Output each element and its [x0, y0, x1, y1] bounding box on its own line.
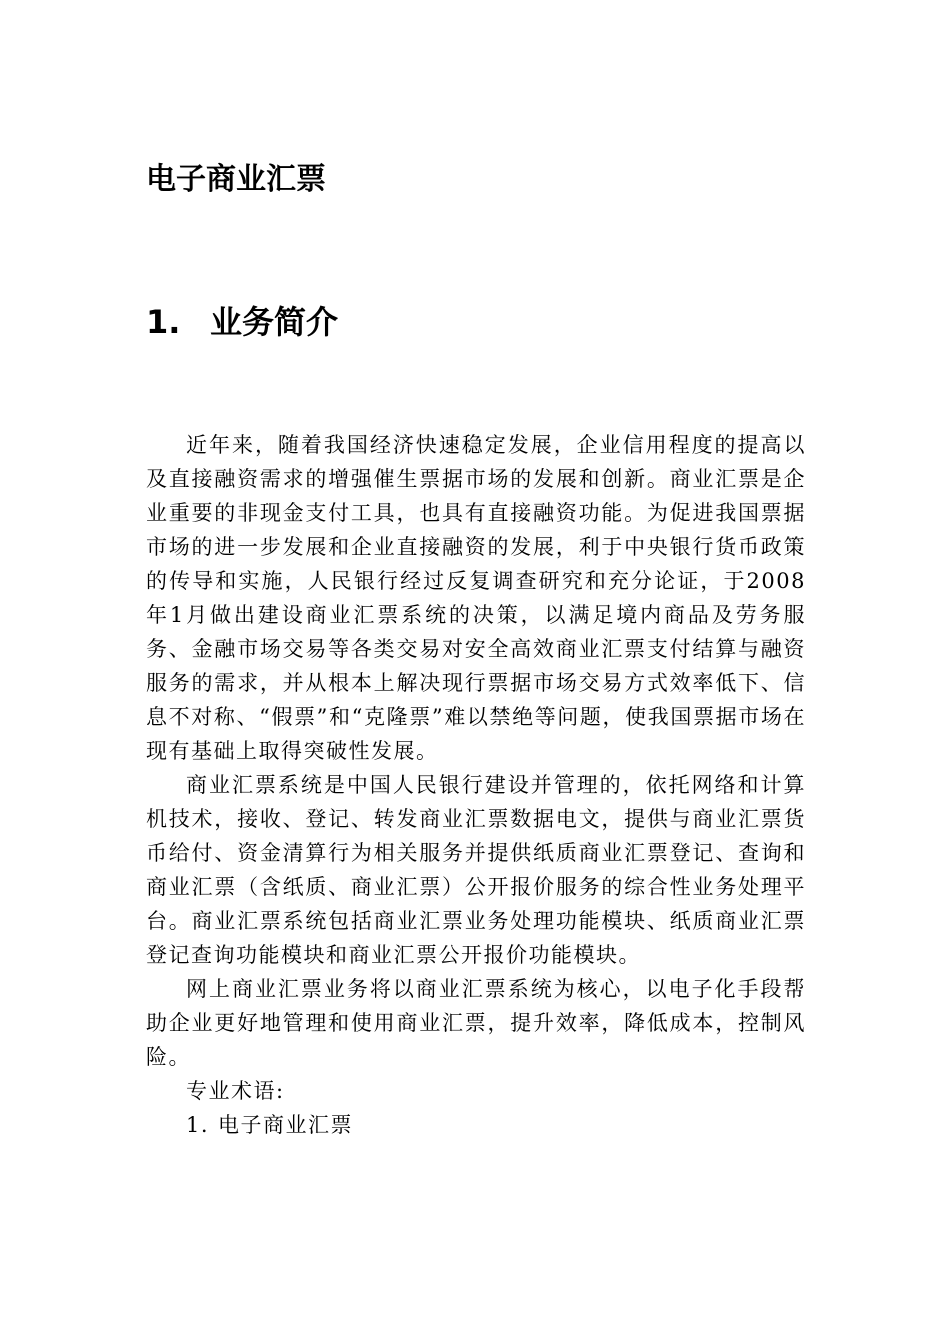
term-text: 电子商业汇票 [218, 1113, 353, 1137]
section-title: 业务简介 [210, 303, 339, 341]
section-number: 1. [146, 303, 181, 341]
section-heading [146, 298, 338, 346]
paragraph-intro: 近年来，随着我国经济快速稳定发展，企业信用程度的提高以及直接融资需求的增强催生票据市场的发展和创新。商业汇票是企业重要的非现金支付工具，也具有直接融资功能。为促进我国票据市场的进一步发展和企业直接融资的发展，利于中央银行货币政策的传导和实施，人民银行经过反复调查研究和充分论证，于2008年1月做出建设商业汇票系统的决策，以满足境内商品及劳务服务、金融市场交易等各类交易对安全高效商业汇票支付结算与融资服务的需求，并从根本上解决现行票据市场交易方式效率低下、信息不对称、“假票”和“克隆票”难以禁绝等问题，使我国票据市场在现有基础上取得突破性发展。 [146, 433, 806, 763]
terms-label: 专业术语: [186, 1079, 285, 1103]
term-number: 1. [186, 1113, 210, 1137]
paragraph-system: 商业汇票系统是中国人民银行建设并管理的，依托网络和计算机技术，接收、登记、转发商业汇票数据电文，提供与商业汇票货币给付、资金清算行为相关服务并提供纸质商业汇票登记、查询和商业汇票（含纸质、商业汇票）公开报价服务的综合性业务处理平台。商业汇票系统包括商业汇票业务处理功能模块、纸质商业汇票登记查询功能模块和商业汇票公开报价功能模块。 [146, 773, 806, 967]
document-title: 电子商业汇票 [146, 162, 326, 197]
body-text [146, 428, 806, 1142]
paragraph-online: 网上商业汇票业务将以商业汇票系统为核心，以电子化手段帮助企业更好地管理和使用商业汇票，提升效率，降低成本，控制风险。 [146, 977, 806, 1069]
term-item [146, 1108, 806, 1142]
